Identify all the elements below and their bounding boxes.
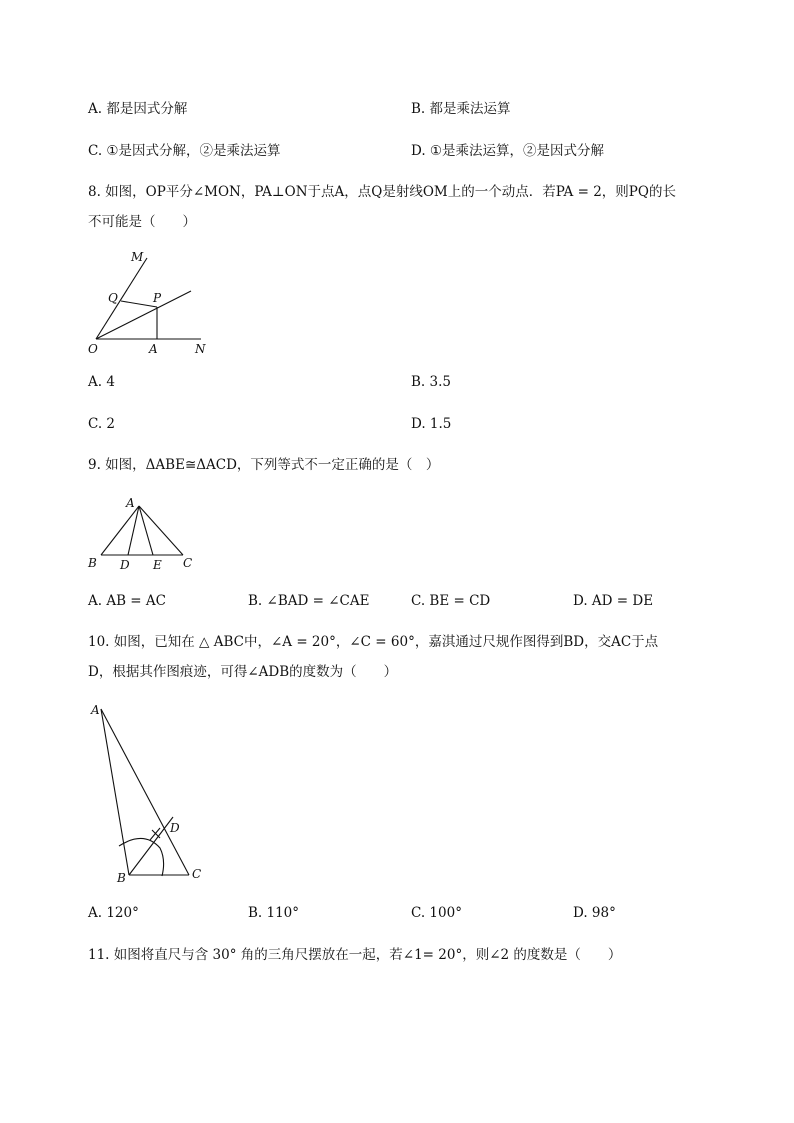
q8-stem-line1: 8. 如图，OP平分∠MON，PA⊥ON于点A，点Q是射线OM上的一个动点．若PA = 2，则PQ的长 bbox=[88, 184, 676, 200]
q7-option-a: A. 都是因式分解 bbox=[88, 101, 188, 117]
q9-stem: 9. 如图，ΔABE≅ΔACD，下列等式不一定正确的是（ ） bbox=[88, 457, 440, 473]
q7-option-d: D. ①是乘法运算，②是因式分解 bbox=[411, 143, 605, 159]
q8-label-n: N bbox=[195, 342, 206, 356]
q8-option-d: D. 1.5 bbox=[411, 416, 452, 432]
q7-option-b: B. 都是乘法运算 bbox=[411, 101, 511, 117]
q8-label-p: P bbox=[153, 291, 162, 305]
q9-label-a: A bbox=[126, 496, 135, 510]
q9-option-b: B. ∠BAD = ∠CAE bbox=[248, 593, 370, 609]
q10-label-c: C bbox=[192, 867, 202, 881]
q9-label-d: D bbox=[120, 558, 130, 572]
q10-option-a: A. 120° bbox=[88, 905, 139, 921]
q11-stem: 11. 如图将直尺与含 30° 角的三角尺摆放在一起，若∠1= 20°，则∠2 的度数是（ ） bbox=[88, 947, 622, 963]
q9-label-b: B bbox=[88, 556, 97, 570]
q9-label-e: E bbox=[153, 558, 162, 572]
q8-label-a: A bbox=[149, 342, 158, 356]
q10-option-d: D. 98° bbox=[573, 905, 616, 921]
q10-label-b: B bbox=[117, 871, 126, 885]
q8-option-a: A. 4 bbox=[88, 374, 115, 390]
q8-label-o: O bbox=[88, 342, 98, 356]
q9-option-d: D. AD = DE bbox=[573, 593, 654, 609]
q8-option-c: C. 2 bbox=[88, 416, 116, 432]
q7-option-c: C. ①是因式分解，②是乘法运算 bbox=[88, 143, 281, 159]
q9-label-c: C bbox=[183, 556, 193, 570]
q10-stem-line2: D，根据其作图痕迹，可得∠ADB的度数为（ ） bbox=[88, 664, 398, 680]
q8-option-b: B. 3.5 bbox=[411, 374, 451, 390]
q10-label-a: A bbox=[91, 703, 100, 717]
q10-stem-line1: 10. 如图，已知在 △ ABC中，∠A = 20°，∠C = 60°，嘉淇通过尺规作图得到BD，交AC于点 bbox=[88, 634, 659, 650]
q8-stem-line2: 不可能是（ ） bbox=[88, 214, 196, 230]
q10-option-c: C. 100° bbox=[411, 905, 462, 921]
q8-label-m: M bbox=[131, 250, 144, 264]
q10-label-d: D bbox=[170, 821, 180, 835]
q9-option-c: C. BE = CD bbox=[411, 593, 491, 609]
q10-option-b: B. 110° bbox=[248, 905, 300, 921]
q9-option-a: A. AB = AC bbox=[88, 593, 166, 609]
q8-label-q: Q bbox=[108, 291, 118, 305]
